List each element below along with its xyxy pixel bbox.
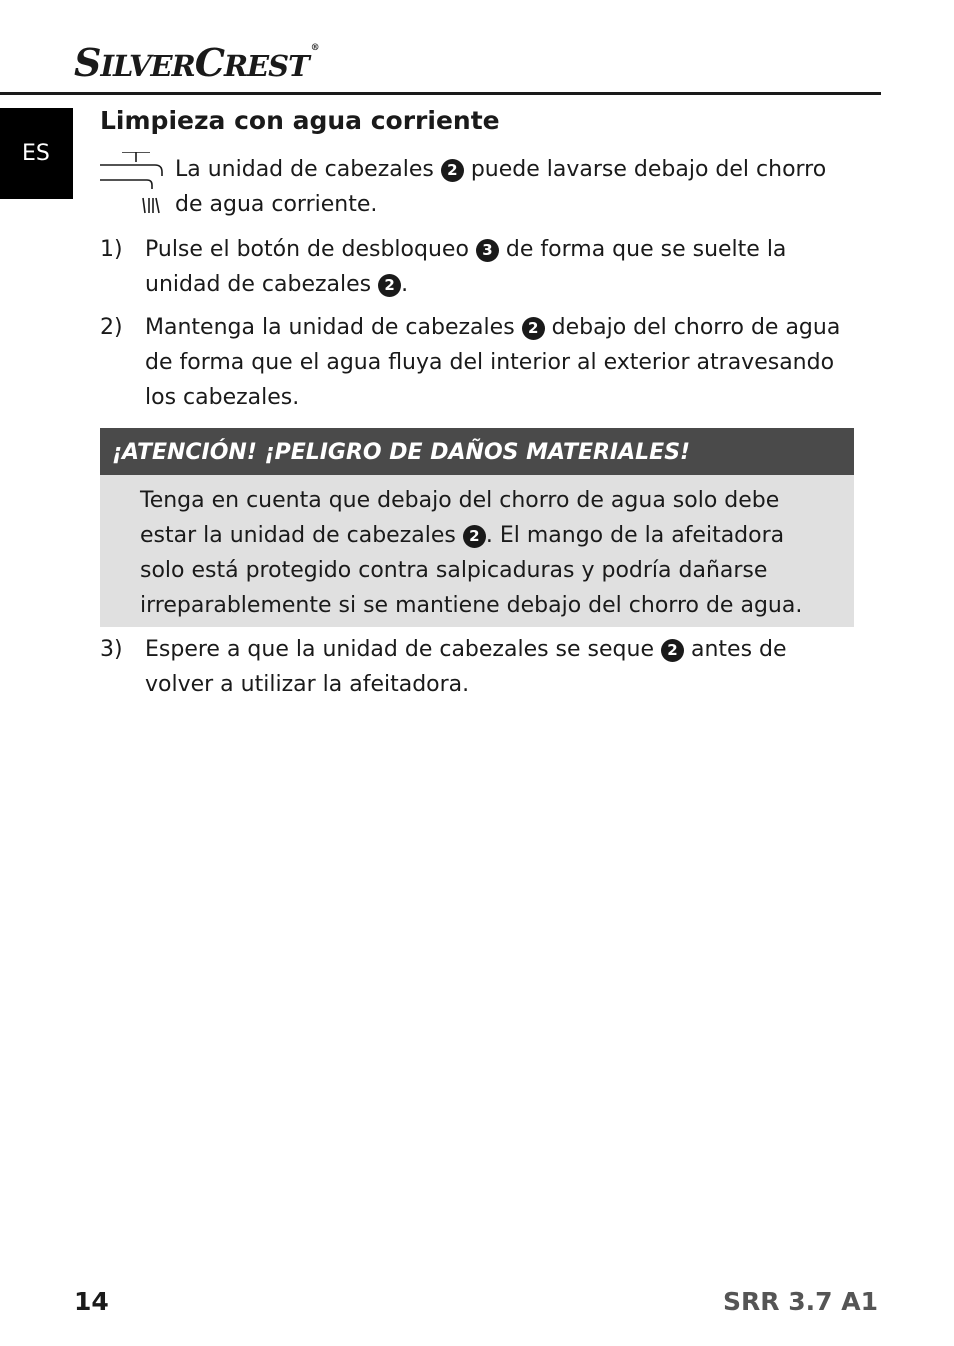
section-title: Limpieza con agua corriente [100,106,500,135]
ref-badge: 2 [463,525,486,548]
warning-box [100,428,854,627]
registered-mark: ® [310,43,319,53]
ref-badge: 2 [661,639,684,662]
intro-note [100,152,860,222]
ref-badge: 2 [522,317,545,340]
language-tab: ES [0,108,73,199]
water-tap-icon [100,152,172,222]
page-number: 14 [74,1287,109,1316]
warning-text: Tenga en cuenta que debajo del chorro de agua solo debe estar la unidad de cabezales 2 . El mango de la afeitadora solo está protegido contra salpicaduras y podría dañarse irreparablemente si se mantiene debajo del chorro de agua. [140,488,803,618]
warning-heading: ¡ATENCIÓN! ¡PELIGRO DE DAÑOS MATERIALES! [100,428,854,475]
header-divider [0,92,881,95]
step-number: 2) [100,315,123,340]
step-3: 3) Espere a que la unidad de cabezales se seque 2 antes de volver a utilizar la afeitadora. [100,632,860,702]
step-1: 1) Pulse el botón de desbloqueo 3 de forma que se suelte la unidad de cabezales 2 . [100,232,860,302]
brand-logo: SILVERCREST® [74,40,319,85]
ref-badge: 3 [476,239,499,262]
model-number: SRR 3.7 A1 [723,1287,878,1316]
intro-text: La unidad de cabezales 2 puede lavarse debajo del chorro de agua corriente. [175,157,827,217]
step-number: 1) [100,237,123,262]
ref-badge: 2 [441,159,464,182]
step-2: 2) Mantenga la unidad de cabezales 2 debajo del chorro de agua de forma que el agua fluya del interior al exterior atravesando los cabezales. [100,310,860,415]
ref-badge: 2 [378,274,401,297]
step-number: 3) [100,637,123,662]
